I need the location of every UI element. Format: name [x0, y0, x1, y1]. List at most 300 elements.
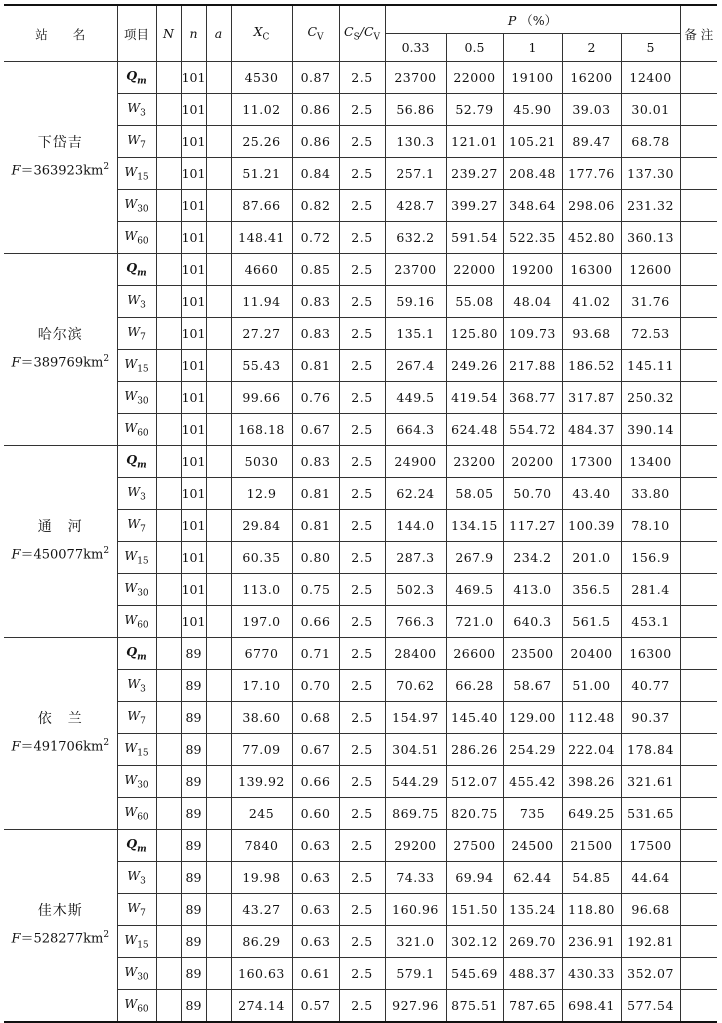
n-cell: 101: [181, 478, 206, 510]
xc-cell: 139.92: [231, 766, 292, 798]
a-cell: [206, 734, 231, 766]
header-p-0: 0.33: [385, 34, 446, 62]
item-cell: $W_7$: [117, 702, 156, 734]
p-value-cell: 735: [503, 798, 562, 830]
p-value-cell: 50.70: [503, 478, 562, 510]
p-value-cell: 317.87: [562, 382, 621, 414]
document-page: [4, 4, 717, 1023]
xc-cell: 11.94: [231, 286, 292, 318]
remarks-cell: [680, 446, 717, 478]
p-value-cell: 664.3: [385, 414, 446, 446]
table-body: [4, 62, 717, 1023]
p-value-cell: 360.13: [621, 222, 680, 254]
p-value-cell: 31.76: [621, 286, 680, 318]
remarks-cell: [680, 766, 717, 798]
remarks-cell: [680, 798, 717, 830]
p-value-cell: 27500: [446, 830, 503, 862]
p-value-cell: 390.14: [621, 414, 680, 446]
remarks-cell: [680, 478, 717, 510]
item-cell: $W_7$: [117, 894, 156, 926]
xc-cell: 19.98: [231, 862, 292, 894]
header-a: a: [206, 5, 231, 62]
a-cell: [206, 350, 231, 382]
p-value-cell: 820.75: [446, 798, 503, 830]
cv-cell: 0.68: [292, 702, 339, 734]
p-value-cell: 130.3: [385, 126, 446, 158]
remarks-cell: [680, 222, 717, 254]
xc-cell: 87.66: [231, 190, 292, 222]
p-value-cell: 348.64: [503, 190, 562, 222]
remarks-cell: [680, 382, 717, 414]
item-cell: $W_{60}$: [117, 990, 156, 1023]
cv-cell: 0.60: [292, 798, 339, 830]
p-value-cell: 137.30: [621, 158, 680, 190]
p-value-cell: 69.94: [446, 862, 503, 894]
header-probability: P （%）: [385, 5, 680, 34]
n-cell: 89: [181, 862, 206, 894]
p-value-cell: 875.51: [446, 990, 503, 1023]
a-cell: [206, 382, 231, 414]
xc-cell: 113.0: [231, 574, 292, 606]
N-cell: [156, 926, 181, 958]
cscv-cell: 2.5: [339, 254, 385, 286]
header-p-2: 1: [503, 34, 562, 62]
p-value-cell: 428.7: [385, 190, 446, 222]
item-cell: $Q_m$: [117, 830, 156, 862]
cv-cell: 0.72: [292, 222, 339, 254]
N-cell: [156, 734, 181, 766]
p-value-cell: 579.1: [385, 958, 446, 990]
p-value-cell: 234.2: [503, 542, 562, 574]
xc-cell: 27.27: [231, 318, 292, 350]
n-cell: 89: [181, 798, 206, 830]
remarks-cell: [680, 94, 717, 126]
n-cell: 101: [181, 542, 206, 574]
cscv-cell: 2.5: [339, 126, 385, 158]
xc-cell: 12.9: [231, 478, 292, 510]
a-cell: [206, 254, 231, 286]
remarks-cell: [680, 510, 717, 542]
xc-cell: 29.84: [231, 510, 292, 542]
a-cell: [206, 798, 231, 830]
item-cell: $W_{30}$: [117, 190, 156, 222]
p-value-cell: 488.37: [503, 958, 562, 990]
p-value-cell: 78.10: [621, 510, 680, 542]
p-value-cell: 23700: [385, 254, 446, 286]
n-cell: 89: [181, 990, 206, 1023]
cscv-cell: 2.5: [339, 510, 385, 542]
xc-cell: 43.27: [231, 894, 292, 926]
item-cell: $W_3$: [117, 862, 156, 894]
p-value-cell: 208.48: [503, 158, 562, 190]
a-cell: [206, 446, 231, 478]
remarks-cell: [680, 286, 717, 318]
item-cell: $W_{30}$: [117, 574, 156, 606]
item-cell: $Q_m$: [117, 62, 156, 94]
xc-cell: 99.66: [231, 382, 292, 414]
cscv-cell: 2.5: [339, 734, 385, 766]
p-value-cell: 721.0: [446, 606, 503, 638]
a-cell: [206, 670, 231, 702]
p-value-cell: 23700: [385, 62, 446, 94]
p-value-cell: 368.77: [503, 382, 562, 414]
cscv-cell: 2.5: [339, 94, 385, 126]
header-row-1: [4, 5, 717, 34]
p-value-cell: 430.33: [562, 958, 621, 990]
p-value-cell: 160.96: [385, 894, 446, 926]
p-value-cell: 192.81: [621, 926, 680, 958]
n-cell: 89: [181, 638, 206, 670]
n-cell: 101: [181, 606, 206, 638]
p-value-cell: 16300: [562, 254, 621, 286]
cv-cell: 0.66: [292, 766, 339, 798]
p-value-cell: 469.5: [446, 574, 503, 606]
cscv-cell: 2.5: [339, 670, 385, 702]
N-cell: [156, 158, 181, 190]
header-cv: $C_V$: [292, 5, 339, 62]
xc-cell: 4530: [231, 62, 292, 94]
p-value-cell: 267.9: [446, 542, 503, 574]
n-cell: 101: [181, 222, 206, 254]
header-N: N: [156, 5, 181, 62]
N-cell: [156, 894, 181, 926]
a-cell: [206, 862, 231, 894]
remarks-cell: [680, 638, 717, 670]
p-value-cell: 72.53: [621, 318, 680, 350]
N-cell: [156, 350, 181, 382]
xc-cell: 5030: [231, 446, 292, 478]
N-cell: [156, 766, 181, 798]
xc-cell: 7840: [231, 830, 292, 862]
cv-cell: 0.57: [292, 990, 339, 1023]
cv-cell: 0.83: [292, 286, 339, 318]
N-cell: [156, 446, 181, 478]
p-value-cell: 90.37: [621, 702, 680, 734]
p-value-cell: 577.54: [621, 990, 680, 1023]
cscv-cell: 2.5: [339, 894, 385, 926]
p-value-cell: 28400: [385, 638, 446, 670]
N-cell: [156, 254, 181, 286]
cscv-cell: 2.5: [339, 62, 385, 94]
item-cell: $W_7$: [117, 510, 156, 542]
p-value-cell: 23500: [503, 638, 562, 670]
a-cell: [206, 318, 231, 350]
p-value-cell: 55.08: [446, 286, 503, 318]
remarks-cell: [680, 542, 717, 574]
cv-cell: 0.82: [292, 190, 339, 222]
cscv-cell: 2.5: [339, 286, 385, 318]
remarks-cell: [680, 350, 717, 382]
a-cell: [206, 894, 231, 926]
p-value-cell: 135.24: [503, 894, 562, 926]
cscv-cell: 2.5: [339, 478, 385, 510]
p-value-cell: 121.01: [446, 126, 503, 158]
cv-cell: 0.71: [292, 638, 339, 670]
a-cell: [206, 926, 231, 958]
p-value-cell: 640.3: [503, 606, 562, 638]
a-cell: [206, 286, 231, 318]
cv-cell: 0.63: [292, 862, 339, 894]
table-row: [4, 638, 717, 670]
n-cell: 89: [181, 766, 206, 798]
p-value-cell: 398.26: [562, 766, 621, 798]
cv-cell: 0.76: [292, 382, 339, 414]
n-cell: 101: [181, 446, 206, 478]
item-cell: $W_{15}$: [117, 350, 156, 382]
p-value-cell: 58.05: [446, 478, 503, 510]
p-value-cell: 522.35: [503, 222, 562, 254]
N-cell: [156, 414, 181, 446]
item-cell: $W_{15}$: [117, 542, 156, 574]
header-cscv: $C_S/C_V$: [339, 5, 385, 62]
xc-cell: 168.18: [231, 414, 292, 446]
p-value-cell: 186.52: [562, 350, 621, 382]
station-cell: [4, 254, 117, 446]
N-cell: [156, 670, 181, 702]
a-cell: [206, 638, 231, 670]
p-value-cell: 544.29: [385, 766, 446, 798]
p-value-cell: 24900: [385, 446, 446, 478]
p-value-cell: 254.29: [503, 734, 562, 766]
p-value-cell: 269.70: [503, 926, 562, 958]
p-value-cell: 51.00: [562, 670, 621, 702]
remarks-cell: [680, 126, 717, 158]
cscv-cell: 2.5: [339, 766, 385, 798]
cscv-cell: 2.5: [339, 222, 385, 254]
remarks-cell: [680, 894, 717, 926]
remarks-cell: [680, 318, 717, 350]
N-cell: [156, 62, 181, 94]
p-value-cell: 17500: [621, 830, 680, 862]
table-row: [4, 62, 717, 94]
a-cell: [206, 766, 231, 798]
p-value-cell: 33.80: [621, 478, 680, 510]
N-cell: [156, 862, 181, 894]
table-row: [4, 830, 717, 862]
xc-cell: 60.35: [231, 542, 292, 574]
item-cell: $W_{15}$: [117, 926, 156, 958]
remarks-cell: [680, 734, 717, 766]
a-cell: [206, 478, 231, 510]
p-value-cell: 100.39: [562, 510, 621, 542]
p-value-cell: 145.11: [621, 350, 680, 382]
p-value-cell: 236.91: [562, 926, 621, 958]
cv-cell: 0.75: [292, 574, 339, 606]
p-value-cell: 177.76: [562, 158, 621, 190]
p-value-cell: 59.16: [385, 286, 446, 318]
N-cell: [156, 798, 181, 830]
p-value-cell: 13400: [621, 446, 680, 478]
N-cell: [156, 126, 181, 158]
cscv-cell: 2.5: [339, 414, 385, 446]
p-value-cell: 287.3: [385, 542, 446, 574]
p-value-cell: 298.06: [562, 190, 621, 222]
n-cell: 89: [181, 894, 206, 926]
cscv-cell: 2.5: [339, 542, 385, 574]
table-row: [4, 254, 717, 286]
p-value-cell: 561.5: [562, 606, 621, 638]
station-name: 佳木斯: [37, 903, 83, 920]
cscv-cell: 2.5: [339, 702, 385, 734]
remarks-cell: [680, 958, 717, 990]
a-cell: [206, 222, 231, 254]
p-value-cell: 419.54: [446, 382, 503, 414]
cscv-cell: 2.5: [339, 926, 385, 958]
p-value-cell: 58.67: [503, 670, 562, 702]
p-value-cell: 502.3: [385, 574, 446, 606]
N-cell: [156, 702, 181, 734]
n-cell: 101: [181, 190, 206, 222]
item-cell: $Q_m$: [117, 446, 156, 478]
p-value-cell: 531.65: [621, 798, 680, 830]
p-value-cell: 632.2: [385, 222, 446, 254]
p-value-cell: 766.3: [385, 606, 446, 638]
p-value-cell: 48.04: [503, 286, 562, 318]
cv-cell: 0.63: [292, 926, 339, 958]
station-area: $F=389769km^2$: [11, 354, 110, 371]
cv-cell: 0.81: [292, 510, 339, 542]
header-p-1: 0.5: [446, 34, 503, 62]
p-value-cell: 356.5: [562, 574, 621, 606]
a-cell: [206, 702, 231, 734]
p-value-cell: 12600: [621, 254, 680, 286]
header-n: n: [181, 5, 206, 62]
N-cell: [156, 830, 181, 862]
remarks-cell: [680, 62, 717, 94]
p-value-cell: 222.04: [562, 734, 621, 766]
cv-cell: 0.81: [292, 350, 339, 382]
N-cell: [156, 318, 181, 350]
n-cell: 101: [181, 286, 206, 318]
p-value-cell: 52.79: [446, 94, 503, 126]
p-value-cell: 201.0: [562, 542, 621, 574]
cv-cell: 0.83: [292, 446, 339, 478]
a-cell: [206, 158, 231, 190]
cv-cell: 0.86: [292, 126, 339, 158]
item-cell: $W_3$: [117, 670, 156, 702]
p-value-cell: 624.48: [446, 414, 503, 446]
p-value-cell: 134.15: [446, 510, 503, 542]
p-value-cell: 20400: [562, 638, 621, 670]
cscv-cell: 2.5: [339, 350, 385, 382]
p-value-cell: 20200: [503, 446, 562, 478]
p-value-cell: 554.72: [503, 414, 562, 446]
a-cell: [206, 990, 231, 1023]
item-cell: $W_3$: [117, 286, 156, 318]
p-value-cell: 40.77: [621, 670, 680, 702]
a-cell: [206, 414, 231, 446]
p-value-cell: 19100: [503, 62, 562, 94]
p-value-cell: 112.48: [562, 702, 621, 734]
p-value-cell: 17300: [562, 446, 621, 478]
xc-cell: 4660: [231, 254, 292, 286]
a-cell: [206, 126, 231, 158]
cscv-cell: 2.5: [339, 190, 385, 222]
item-cell: $W_3$: [117, 478, 156, 510]
station-cell: [4, 830, 117, 1023]
p-value-cell: 43.40: [562, 478, 621, 510]
remarks-cell: [680, 926, 717, 958]
p-value-cell: 74.33: [385, 862, 446, 894]
p-value-cell: 455.42: [503, 766, 562, 798]
n-cell: 101: [181, 510, 206, 542]
a-cell: [206, 830, 231, 862]
item-cell: $W_{60}$: [117, 222, 156, 254]
p-value-cell: 413.0: [503, 574, 562, 606]
remarks-cell: [680, 254, 717, 286]
p-value-cell: 869.75: [385, 798, 446, 830]
item-cell: $W_{60}$: [117, 606, 156, 638]
p-value-cell: 512.07: [446, 766, 503, 798]
cv-cell: 0.87: [292, 62, 339, 94]
N-cell: [156, 222, 181, 254]
p-value-cell: 452.80: [562, 222, 621, 254]
header-p-4: 5: [621, 34, 680, 62]
item-cell: $Q_m$: [117, 638, 156, 670]
cscv-cell: 2.5: [339, 990, 385, 1023]
p-value-cell: 39.03: [562, 94, 621, 126]
n-cell: 89: [181, 734, 206, 766]
N-cell: [156, 606, 181, 638]
p-value-cell: 125.80: [446, 318, 503, 350]
p-value-cell: 267.4: [385, 350, 446, 382]
remarks-cell: [680, 414, 717, 446]
cv-cell: 0.63: [292, 894, 339, 926]
remarks-cell: [680, 606, 717, 638]
n-cell: 101: [181, 382, 206, 414]
p-value-cell: 154.97: [385, 702, 446, 734]
N-cell: [156, 958, 181, 990]
p-value-cell: 321.0: [385, 926, 446, 958]
N-cell: [156, 94, 181, 126]
n-cell: 101: [181, 350, 206, 382]
cv-cell: 0.63: [292, 830, 339, 862]
p-value-cell: 281.4: [621, 574, 680, 606]
N-cell: [156, 190, 181, 222]
p-value-cell: 135.1: [385, 318, 446, 350]
p-value-cell: 927.96: [385, 990, 446, 1023]
n-cell: 89: [181, 958, 206, 990]
item-cell: $W_{30}$: [117, 766, 156, 798]
p-value-cell: 352.07: [621, 958, 680, 990]
cv-cell: 0.80: [292, 542, 339, 574]
n-cell: 89: [181, 702, 206, 734]
item-cell: $W_7$: [117, 318, 156, 350]
item-cell: $W_{60}$: [117, 414, 156, 446]
a-cell: [206, 94, 231, 126]
p-value-cell: 109.73: [503, 318, 562, 350]
p-value-cell: 62.44: [503, 862, 562, 894]
xc-cell: 197.0: [231, 606, 292, 638]
table-header: [4, 5, 717, 62]
cscv-cell: 2.5: [339, 158, 385, 190]
p-value-cell: 66.28: [446, 670, 503, 702]
p-value-cell: 787.65: [503, 990, 562, 1023]
station-area: $F=528277km^2$: [11, 930, 110, 947]
N-cell: [156, 638, 181, 670]
xc-cell: 11.02: [231, 94, 292, 126]
p-value-cell: 117.27: [503, 510, 562, 542]
n-cell: 101: [181, 62, 206, 94]
p-value-cell: 16300: [621, 638, 680, 670]
p-value-cell: 151.50: [446, 894, 503, 926]
p-value-cell: 22000: [446, 62, 503, 94]
xc-cell: 55.43: [231, 350, 292, 382]
cscv-cell: 2.5: [339, 574, 385, 606]
p-value-cell: 54.85: [562, 862, 621, 894]
cv-cell: 0.70: [292, 670, 339, 702]
item-cell: $W_{30}$: [117, 382, 156, 414]
